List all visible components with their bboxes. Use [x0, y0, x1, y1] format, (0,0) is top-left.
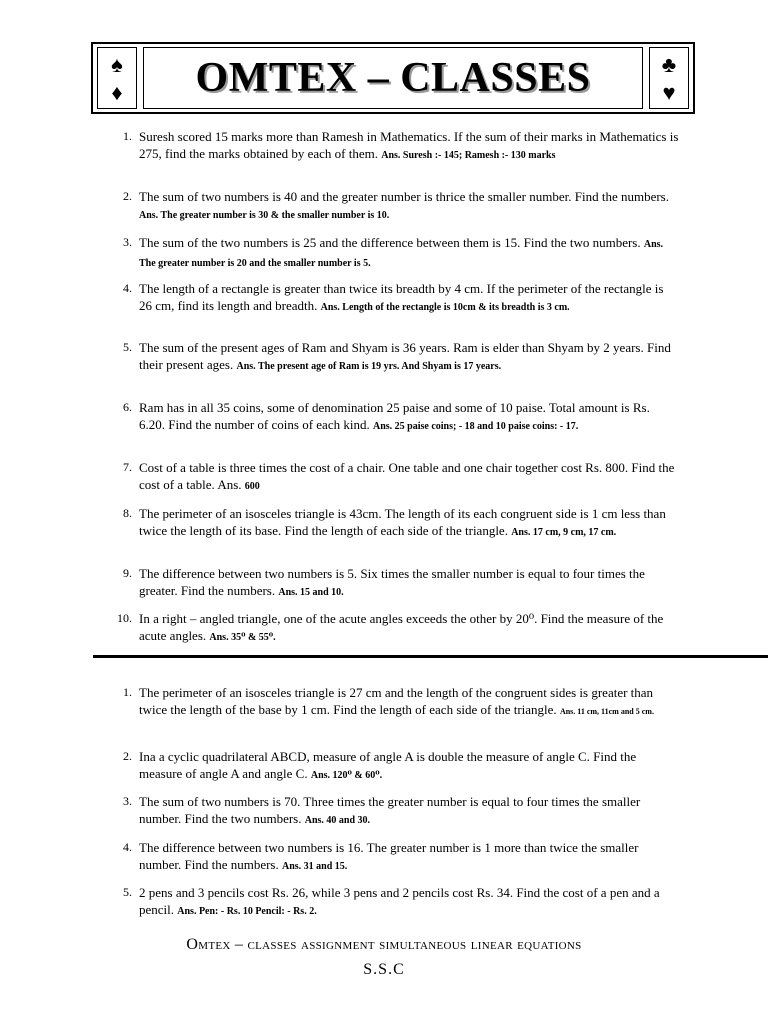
answer-text: Ans. The greater number is 30 & the smaller number is 10. [139, 210, 390, 221]
question-text: Cost of a table is three times the cost of a chair. One table and one chair together cost Rs. 800. Find the cost of a table. Ans. 600 [139, 460, 675, 492]
answer-text: Ans. 31 and 15. [282, 861, 348, 872]
answer-text: Ans. The greater number is 20 and the smaller number is 5. [139, 239, 664, 269]
left-suit-box [97, 47, 137, 109]
question-text: The sum of the two numbers is 25 and the difference between them is 15. Find the two numbers. Ans. The greater number is 20 and the smaller number is 5. [139, 235, 664, 269]
question-number: 7. [123, 460, 132, 474]
answer-text: Ans. 40 and 30. [304, 815, 371, 826]
question-number: 10. [117, 611, 132, 625]
question-text: The sum of the present ages of Ram and Shyam is 36 years. Ram is elder than Shyam by 2 years. Find their present ages. Ans. The present age of Ram is 19 yrs. And Shyam is 17 years. [139, 340, 671, 372]
question-number: 2. [123, 189, 132, 203]
answer-text: Ans. 17 cm, 9 cm, 17 cm. [511, 527, 617, 538]
question-text: The sum of two numbers is 70. Three times the greater number is equal to four times the smaller number. Find the two numbers. Ans. 40 and 30. [139, 794, 641, 826]
question-number: 9. [123, 566, 132, 580]
footer-assignment-title: Omtex – classes assignment simultaneous linear equations [186, 936, 582, 953]
heart-icon: ♥ [662, 80, 676, 105]
header-banner [91, 42, 695, 114]
answer-text: 600 [244, 481, 260, 492]
club-icon: ♣ [661, 52, 677, 77]
answer-text: Ans. The present age of Ram is 19 yrs. And Shyam is 17 years. [236, 361, 502, 372]
answer-text: Ans. 35⁰ & 55⁰. [209, 632, 276, 643]
answer-text: Ans. Suresh :- 145; Ramesh :- 130 marks [381, 150, 556, 161]
answer-text: Ans. 25 paise coins; - 18 and 10 paise coins: - 17. [372, 421, 579, 432]
answer-text: Ans. Pen: - Rs. 10 Pencil: - Rs. 2. [177, 906, 317, 917]
question-text: Ina a cyclic quadrilateral ABCD, measure of angle A is double the measure of angle C. Find the measure of angle A and angle C. Ans. 120⁰ & 60⁰. [139, 749, 637, 781]
question-text: The difference between two numbers is 16. The greater number is 1 more than twice the smaller number. Find the numbers. Ans. 31 and 15. [139, 840, 639, 872]
question-text: The difference between two numbers is 5. Six times the smaller number is equal to four times the greater. Find the numbers. Ans. 15 and 10. [139, 566, 645, 598]
answer-text: Ans. 11 cm, 11cm and 5 cm. [559, 707, 654, 716]
title-box [143, 47, 643, 109]
section-divider [93, 655, 768, 658]
question-text: Ram has in all 35 coins, some of denomination 25 paise and some of 10 paise. Total amount is Rs. 6.20. Find the number of coins of each kind. Ans. 25 paise coins; - 18 and 10 paise coins: - 17. [139, 400, 650, 432]
question-number: 1. [123, 685, 132, 699]
question-text: The perimeter of an isosceles triangle is 43cm. The length of its each congruent side is 1 cm less than twice the length of its base. Find the length of each side of the triangle. Ans. 17 cm, 9 cm, 17 cm. [139, 506, 666, 538]
question-text: 2 pens and 3 pencils cost Rs. 26, while 3 pens and 2 pencils cost Rs. 34. Find the cost of a pen and a pencil. Ans. Pen: - Rs. 10 Pencil: - Rs. 2. [139, 885, 660, 917]
question-text: The length of a rectangle is greater than twice its breadth by 4 cm. If the perimeter of the rectangle is 26 cm, find its length and breadth. Ans. Length of the rectangle is 10cm & its breadth is 3 cm. [139, 281, 664, 313]
question-text: In a right – angled triangle, one of the acute angles exceeds the other by 20⁰. Find the measure of the acute angles. Ans. 35⁰ & 55⁰. [139, 611, 664, 643]
question-number: 3. [123, 794, 132, 808]
question-number: 2. [123, 749, 132, 763]
question-text: The sum of two numbers is 40 and the greater number is thrice the smaller number. Find the numbers. Ans. The greater number is 30 & the smaller number is 10. [139, 189, 669, 221]
answer-text: Ans. 15 and 10. [278, 587, 344, 598]
page-title: OMTEX – CLASSES [195, 55, 591, 101]
question-text: The perimeter of an isosceles triangle is 27 cm and the length of the congruent sides is greater than twice the length of the base by 1 cm. Find the length of each side of the triangle. Ans. 11 cm, 11cm and 5 cm. [139, 685, 654, 717]
question-number: 8. [123, 506, 132, 520]
question-text: Suresh scored 15 marks more than Ramesh in Mathematics. If the sum of their marks in Mathematics is 275, find the marks obtained by each of them. Ans. Suresh :- 145; Ramesh :- 130 marks [139, 129, 679, 161]
question-number: 6. [123, 400, 132, 414]
question-number: 3. [123, 235, 132, 249]
answer-text: Ans. 120⁰ & 60⁰. [310, 770, 383, 781]
right-suit-box [649, 47, 689, 109]
diamond-icon: ♦ [111, 80, 123, 105]
question-number: 1. [123, 129, 132, 143]
question-number: 4. [123, 281, 132, 295]
answer-text: Ans. Length of the rectangle is 10cm & its breadth is 3 cm. [320, 302, 570, 313]
question-number: 5. [123, 885, 132, 899]
question-number: 4. [123, 840, 132, 854]
question-number: 5. [123, 340, 132, 354]
spade-icon: ♠ [111, 52, 123, 77]
footer-standard: S.S.C [363, 961, 405, 978]
